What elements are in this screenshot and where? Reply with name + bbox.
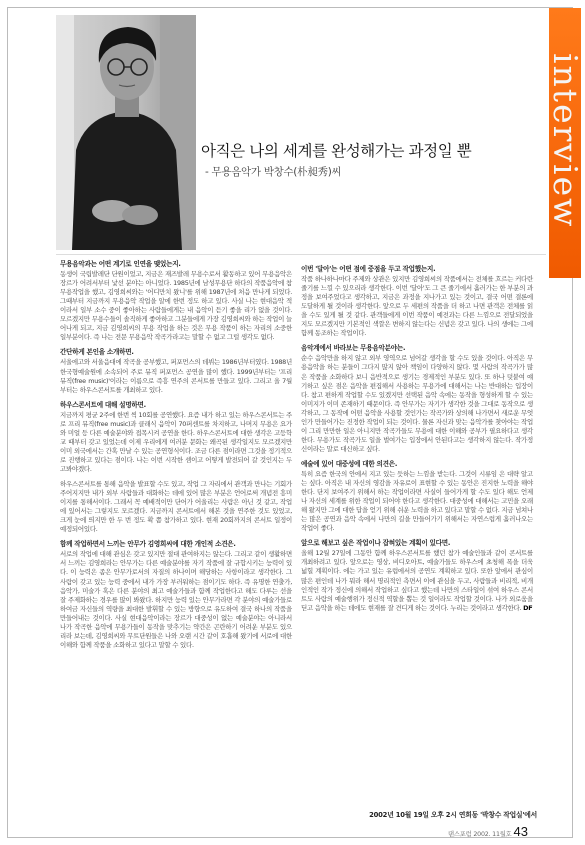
interview-credit: 2002년 10월 19일 오후 2시 연희동 '박창수 작업실'에서	[369, 811, 537, 819]
qa-block	[60, 260, 292, 342]
qa-block	[60, 540, 292, 650]
publication-name: 댄스포럼 2002. 11월호	[448, 831, 512, 838]
qa-block	[301, 265, 533, 338]
question-heading: 앞으로 해보고 싶은 작업이나 잡혀있는 계획이 있다면.	[301, 539, 451, 548]
answer-text: 서울에고와 서울음대에 작곡을 공부했고, 퍼포먼스의 데뷔는 1986년부터였다. 1988년 한국형예술원에 소속되어 주로 뮤직 퍼포먼스 공연을 많이 했다. 1999년부터는 '프리 뮤직(free music)'이라는 이름으로 즉흥 연주의 콘서트를 만들고 있다. 그리고 올 7월부터는 하우스콘서트를 개최하고 있다.	[60, 358, 292, 394]
question-heading: 음악계에서 바라보는 무용음악분야는.	[301, 344, 406, 353]
magazine-page	[7, 7, 585, 839]
question-heading: 함께 작업하면서 느끼는 안무가 김영희씨에 대한 개인적 소견은.	[60, 540, 236, 549]
question-heading: 간단하게 본인을 소개하면.	[60, 348, 134, 357]
interview-banner-label: interview	[546, 53, 585, 229]
answer-text: 동생이 국립발레단 단원이었고, 지금은 재즈발레 무용수로서 활동하고 있어 무용음악은 장르가 어려서부터 낯선 분야는 아니었다. 1985년에 남성무용단 하다의 작품음악에 참 무용작업을 했고, 김영희씨와는 '어디만치 왔니'를 위해 1987년에 처음 만나게 되었다. 그때부터 지금까지 무용음악 작업을 알에 한번 정도 하고 있다. 사실 나는 현대음악 적이라서 일부 소수 중이 좋아하는 사람들에게는 내 음악이 듣기 좋을 리가 없을 것이다. 모르겠지만 무용수들이 솔직하게 좋아하고 그분들에게 가장 김영희씨와 하는 작업이 늘어나게 되고, 지금 김영희씨의 무용 작업을 하는 것은 무용 작품이 하는 자리의 소중한 일부분이다. 즉 나는 전문 무용음악 작곡가라고는 말할 수 없고 그럴 생각도 없다.	[60, 270, 292, 342]
answer-text: 하우스콘서트를 통해 음악을 발표할 수도 있고, 작업 그 자리에서 관객과 만나는 기회가 주어지지만 내가 외부 사람들과 대화하는 데에 있어 많은 부분은 언어로써 개념전 흥미이지를 통해서이다. 그래서 꼭 예배적이만 단어가 어울리는 사람은 아닌 것 같고, 작업에 있어서는 그렇지도 모르겠다. 지금까지 콘서트에서 해본 것을 연주한 것도 있었고, 크게 눈에 띄지만 한 두 번 정도 확 쯤 참가하고 있다. 현재 20회까지의 콘서트 일정이 예정되어있다.	[60, 480, 292, 534]
qa-block	[301, 344, 533, 454]
qa-block	[60, 401, 292, 474]
page-folio	[448, 821, 528, 840]
question-heading: 하우스콘서트에 대해 설명하면.	[60, 400, 146, 409]
portrait-photo	[56, 15, 196, 250]
answer-text: 올해 12월 27일에 그동안 함께 하우스콘서트를 했던 참가 예술인들과 같이 콘서트를 개최하려고 있다. 앞으로는 영상, 비디오아트, 예술가들도 하우스에 초청해 폭을 더욱 넓힐 계획이다. 에는 가고 있는 유럽에서의 공연도 계획하고 있다. 또한 앞에서 관심이 많은 편인데 나가 뭐라 해서 명리적인 측면서 이에 관심을 두고, 사람들과 비리적, 비개인적인 작가 정신에 의해서 작업하고 싶다고 했는데 나만의 스타일이 섞여 하우스 콘서트도 사람의 예술행위가 정신적 역할을 뽑는 것 일이라도 작업할 것이다. 나가 외로움을 딛고 음악을 하는 데에도 현재를 잘 견디게 하는 것이다. 누리는 것이라고 생각한다.	[301, 549, 533, 612]
article-headline: 아직은 나의 세계를 완성해가는 과정일 뿐	[201, 142, 472, 160]
qa-block	[301, 460, 533, 533]
article-subline: - 무용음악가 박창수(朴昶秀)씨	[205, 166, 342, 178]
question-heading: 무용음악과는 어떤 계기로 인연을 맺었는지.	[60, 260, 181, 268]
header-divider	[56, 254, 546, 255]
answer-text: 작품 하나하나마다 주제와 상관은 있지만 김영희씨의 작품에서는 전체를 흐르는 커다란 줄기를 느낄 수 있으리라 생각한다. 이번 '달아'도 그 큰 줄기에서 흘러가는 한 부분의 과정을 보여주었다고 생각하고, 지금은 과정을 지나가고 있는 것이고, 결국 어떤 결론에 도달하게 될 것이라 생각한다. 앞으로 두 세편의 작품을 더 하고 나면 관객은 전체를 읽을 수도 있게 될 것 같다. 관객들에게 이번 작품이 예전과는 다른 느낌으로 전달되었을지도 모르겠지만 기본적인 색깔은 변하지 않는다는 신념은 갖고 있다. 나의 생에는 그에 함께 동조하는 작업이다.	[301, 275, 533, 338]
text-column-right	[301, 260, 533, 619]
answer-text: 특히 요즘 한국의 안에서 지고 있는 듯하는 느낌을 받는다. 그것이 시류임 은 대략 알고는 싶다. 아직은 내 자신의 영감을 자유로이 표현할 수 있는 동안은 진지한 노력을 해야 한다. 단지 보여주기 위해서 하는 작업이라면 사실이 들어가게 할 수도 있다 해도 언제나 자신의 세계를 위한 작업이 되어야 한다고 생각한다. 대중성에 대해서는 고민을 오래 해 왔지만 그에 대한 답을 얻기 위해 쉬운 노력을 하고 있다고 말할 수 없다. 지금 넘쳐나는 많은 공연과 음악 속에서 나만의 길을 만들어가기 위해서는 자연스럽게 흘러나오는 작업이 좋다.	[301, 469, 533, 533]
qa-block	[301, 539, 533, 612]
text-column-left	[60, 260, 292, 656]
question-heading: 예술에 있어 대중성에 대한 의견은.	[301, 459, 398, 468]
qa-block	[60, 480, 292, 534]
page-number: 43	[513, 824, 529, 839]
end-mark: DF	[523, 603, 533, 612]
question-heading: 이번 '달아'는 어떤 점에 중점을 두고 작업했는지.	[301, 265, 436, 273]
answer-text: 순수 음악만을 하지 않고 외부 영역으로 넘어갈 생각을 할 수도 있을 것이다. 아직은 무용음악을 하는 분들이 그다지 많지 않아 책임이 다양하지 않다. 몇 사람의 작곡가가 많은 작품을 소화하다 보니 음반적으로 생기는 경제적인 부분도 있다. 또 하나 덧붙여 얘기하고 싶은 점은 음악을 편집해서 사용하는 무용가에 대해서는 나는 반대하는 입장이다. 참고 편하게 작업할 수도 있겠지만 선택된 음악 속에는 동작을 형성하게 할 수 있는 이미지가 이미 존재하기 때문이다. 즉 안무가는 자기가 생각한 것을 그대로 동작으로 생각하고, 그 동작에 어떤 음악을 사용할 것인가는 작곡가와 상의해 나가면서 새로운 무엇인가 만들어가는 진정한 작업이 되는 것이다. 물론 자신과 맞는 음악가를 찾아야는 작업이 그리 만만한 일은 아니지만 작곡가들도 무용에 대한 이해와 공부가 필요하다고 생각한다. 무용가도 작곡가도 일을 벌여가는 입장에서 안된다고는 생각하지 않는다. 작가정신이라는 말로 대신하고 싶다.	[301, 354, 533, 453]
answer-text: 지금까지 평균 2주에 한번 씩 10회를 공연했다. 요즘 내가 하고 있는 하우스콘서트는 주로 프리 뮤직(free music)과 클래식 음악이 70퍼센트를 차지하고, 나머지 무용은 요가와 미얼 등 다른 예술분야와 접목시켜 공연을 한다. 하우스콘서트에 대한 생각은 고등학교 때부터 갖고 있었는데 이제 우리에게 여러분 문화는 왜곡된 생각일지도 모르겠지만 이미 외국에서는 간혹 만날 수 있는 공연형식이다. 조금 다른 점이라면 그것을 정기적으로 진행하고 있다는 점이다. 나는 이번 시작한 셈이고 어떻게 발전되어 갈 것인지는 두고봐야겠다.	[60, 410, 292, 473]
qa-block	[60, 348, 292, 394]
answer-text: 서로의 작업에 대해 관심은 갖고 있지만 절대 관여하지는 않는다. 그리고 같이 생활하면서 느끼는 김영희라는 안무가는 다른 예술분야를 자기 작품에 잘 규합시키는 능력이 있다. 이 능력은 좀은 안무가로서의 자질의 하나이며 해당하는 사항이라고 생각한다. 그 사람이 갖고 있는 능력 중에서 내가 가장 부러워하는 점이기도 하다. 즉 유명한 연출가, 음악가, 미술가 혹은 다른 분야의 최고 예술가들과 함께 작업한다고 해도 다루는 선을 잘 주제화하는 경우를 많이 봐왔다. 하지만 능력 있는 안무가라면 각 분야의 예술가들로 하여금 자신들의 역량을 최대한 발휘할 수 있는 방향으로 유도하여 결국 하나의 작품을 만들어내는 것이다. 사실 현대음악이라는 장르가 대중성이 없는 예술분야는 아니라서 나가 작곡한 음악에 무용가들이 동작을 맞추기는 약간은 곤란하기 어려운 부분도 있으리라 보는데, 김영희씨와 무트단원들은 나와 오랜 시간 같이 호흡해 왔기에 서로에 대한 이해와 함께 작품을 소화하고 있다고 말할 수 있다.	[60, 550, 292, 649]
